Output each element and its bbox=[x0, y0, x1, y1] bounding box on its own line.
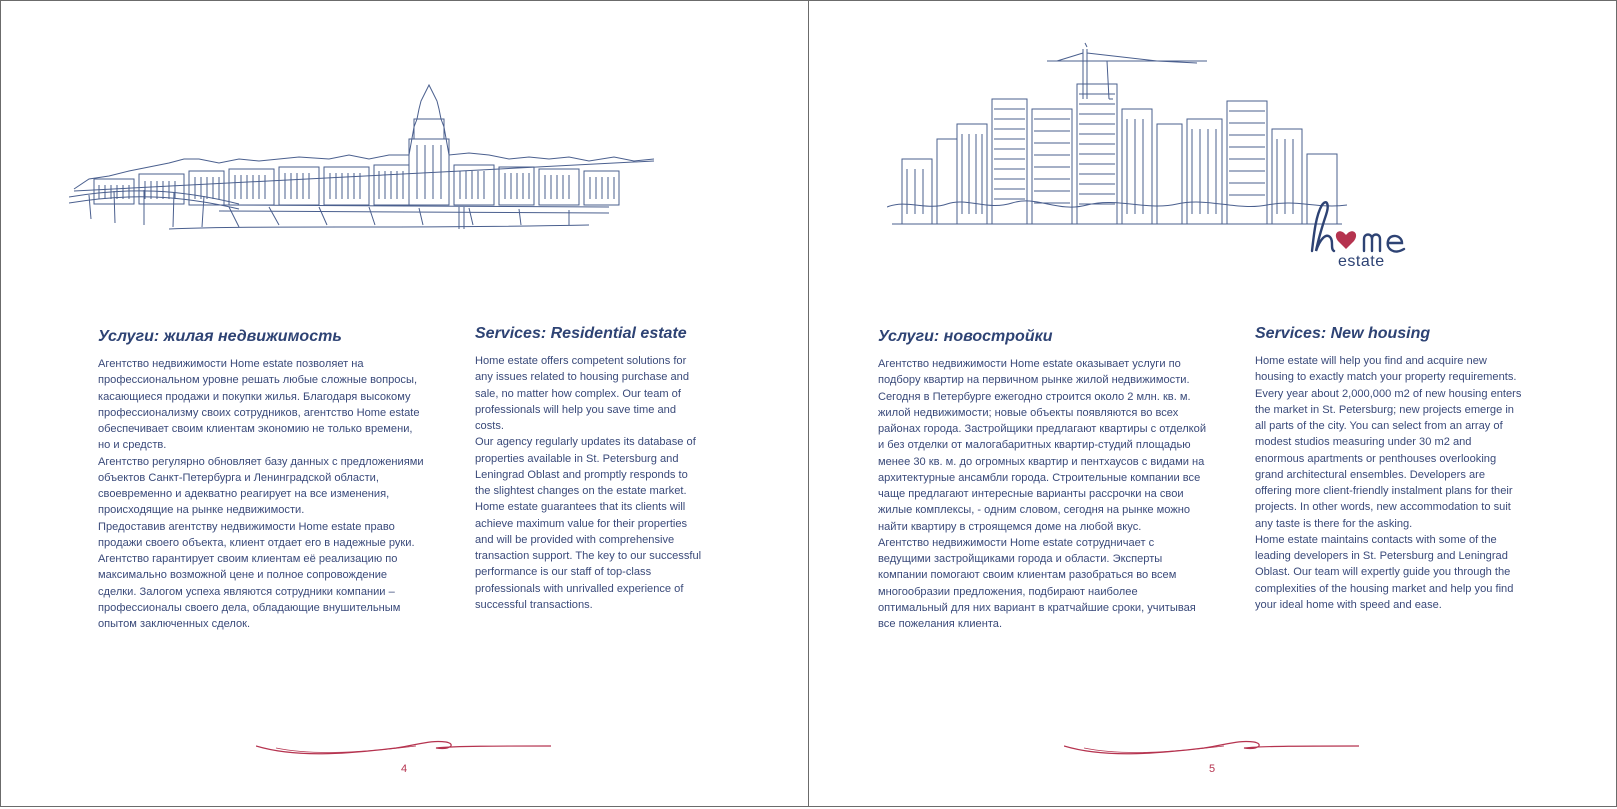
home-estate-logo bbox=[1302, 193, 1432, 273]
flourish-ornament bbox=[1064, 738, 1364, 758]
en-body: Home estate offers competent solutions for any issues related to housing purchase and sale, no matter how complex. Our team of professionals will help you save time and costs. Our agency regularly updates its database of properties available in St. Petersburg and Leningrad Oblast and promptly responds to the slightest changes on the estate market. Home estate guarantees that its clients will achieve maximum value for their properties and will be provided with comprehensive transaction support. The key to our successful performance is our staff of top-class professionals with unrivalled experience of successful transactions. bbox=[475, 355, 702, 611]
flourish-ornament bbox=[256, 738, 556, 758]
logo-subtitle: estate bbox=[1338, 253, 1385, 270]
ru-column bbox=[878, 327, 1248, 632]
en-heading: Services: Residential estate bbox=[475, 325, 687, 342]
en-column bbox=[475, 324, 765, 613]
page-left bbox=[0, 0, 809, 807]
page-number: 5 bbox=[1209, 763, 1216, 775]
ru-heading: Услуги: жилая недвижимость bbox=[98, 328, 342, 345]
skyline-sketch-illustration bbox=[887, 39, 1347, 249]
embankment-sketch-illustration bbox=[69, 79, 669, 244]
ru-body: Агентство недвижимости Home estate позволяет на профессиональном уровне решать любые сложные вопросы, касающиеся продажи и покупки жилья. Благодаря высокому профессионализму своих сотрудников, агентство Home estate обеспечивает своим клиентам экономию не только времени, но и средств. Агентство регулярно обновляет базу данных с предложениями объектов Санкт-Петербурга и Ленинградской области, своевременно и адекватно реагирует на все изменения, происходящие на рынке недвижимости. Предоставив агентству недвижимости Home estate право продажи своего объекта, клиент отдает его в надежные руки. Агентство гарантирует своим клиентам её реализацию по максимально возможной цене и полное сопровождение сделки. Залогом успеха являются сотрудники компании – профессионалы своего дела, обладающие внушительным опытом заключенных сделок. bbox=[98, 358, 424, 630]
en-body: Home estate will help you find and acquire new housing to exactly match your property requirements. Every year about 2,000,000 m2 of new housing enters the market in St. Petersburg; new projects emerge in all parts of the city. You can select from an array of modest studios measuring under 30 m2 and enormous apartments or penthouses overlooking grand architectural ensembles. Developers are offering more client-friendly instalment plans for their projects. In other words, new accommodation to suit any taste is there for the asking. Home estate maintains contacts with some of the leading developers in St. Petersburg and Leningrad Oblast. Our team will expertly guide you through the complexities of the housing market and help you find your ideal home with speed and ease. bbox=[1255, 355, 1522, 611]
en-heading: Services: New housing bbox=[1255, 325, 1431, 342]
page-number: 4 bbox=[401, 763, 408, 775]
ru-heading: Услуги: новостройки bbox=[878, 328, 1053, 345]
en-column bbox=[1255, 324, 1565, 613]
page-right bbox=[808, 0, 1617, 807]
ru-column bbox=[98, 327, 463, 632]
ru-body: Агентство недвижимости Home estate оказывает услуги по подбору квартир на первичном рынке жилой недвижимости. Сегодня в Петербурге ежегодно строится около 2 млн. кв. м. жилой недвижимости; новые объекты появляются во всех районах города. Застройщики предлагают квартиры с отделкой и без отделки от малогабаритных квартир-студий площадью менее 30 кв. м. до огромных квартир и пентхаусов с видами на архитектурные ансамбли города. Строительные компании все чаще предлагают интересные варианты рассрочки на свои жилые комплексы, - одним словом, сегодня на рынке можно найти квартиру в строящемся доме на любой вкус. Агентство недвижимости Home estate сотрудничает с ведущими застройщиками города и области. Эксперты компании помогают своим клиентам разобраться во всем многообразии предложения, подбирают наиболее оптимальный для них вариант в кратчайшие сроки, учитывая все пожелания клиента. bbox=[878, 358, 1207, 630]
